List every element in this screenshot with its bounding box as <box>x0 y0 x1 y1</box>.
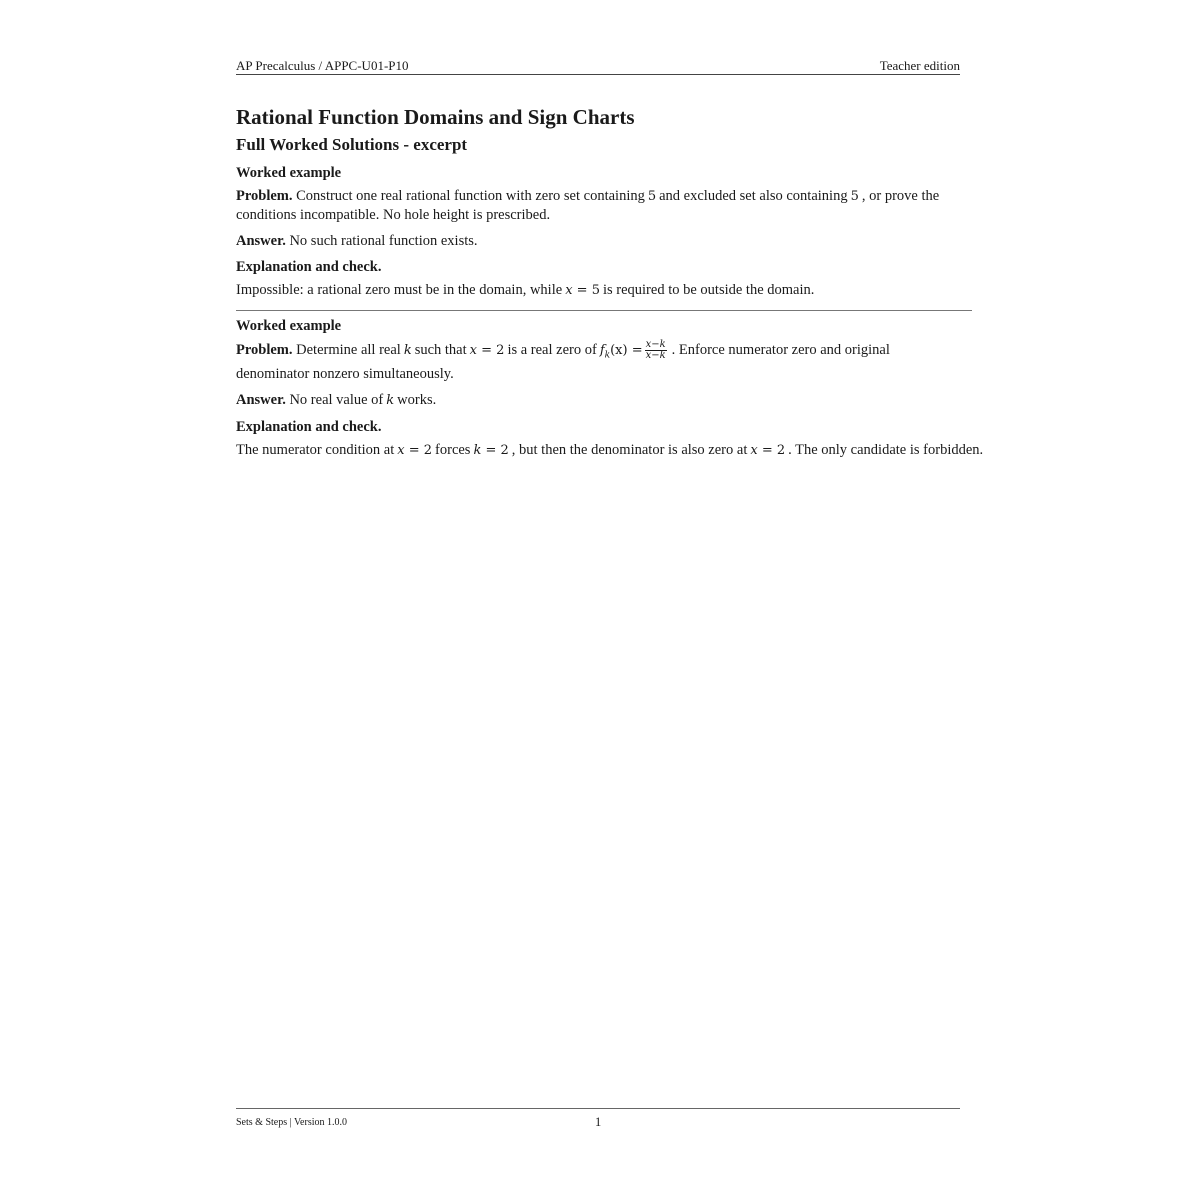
function-argument: (x) = <box>610 343 643 358</box>
explanation-fragment: The numerator condition at <box>236 441 395 458</box>
page-header <box>236 58 960 75</box>
problem-text: such that <box>414 342 467 358</box>
math-expression <box>747 443 788 458</box>
problem-text: . Enforce numerator zero and original denominator nonzero simultaneously. <box>236 342 890 382</box>
section-divider <box>236 310 972 311</box>
explanation-fragment: forces <box>435 441 471 458</box>
problem-statement <box>236 187 966 224</box>
function-name: f <box>599 343 605 358</box>
example-heading: Worked example <box>236 165 342 181</box>
math-rest: = 2 <box>481 343 505 358</box>
answer-text: No such rational function exists. <box>289 233 478 249</box>
math-variable: x <box>750 442 758 458</box>
explanation-text <box>236 281 966 300</box>
document-title: Rational Function Domains and Sign Charts <box>236 105 635 129</box>
footer-version: Sets & Steps | Version 1.0.0 <box>236 1117 347 1128</box>
problem-statement <box>236 340 966 383</box>
explanation-fragment: Impossible: a rational zero must be in the domain, while <box>236 282 563 298</box>
explanation-heading: Explanation and check. <box>236 259 382 275</box>
math-rest: = 5 <box>576 283 600 298</box>
math-expression <box>562 283 603 298</box>
answer-statement <box>236 391 966 410</box>
example-heading: Worked example <box>236 318 342 334</box>
problem-text: and excluded set also containing <box>659 188 848 204</box>
problem-text: Construct one real rational function with zero set containing <box>296 188 645 204</box>
page-footer <box>236 1108 960 1129</box>
answer-statement <box>236 232 966 250</box>
fraction-numerator: x−k <box>645 339 666 350</box>
math-rest: = 2 <box>408 442 433 458</box>
explanation-text <box>236 441 984 460</box>
course-code: AP Precalculus / APPC-U01-P10 <box>236 58 409 73</box>
math-expression <box>394 443 435 458</box>
math-variable: x <box>565 283 573 298</box>
edition-label: Teacher edition <box>879 58 960 73</box>
explanation-fragment: . The only candidate is forbidden. <box>788 441 984 458</box>
page-number: 1 <box>595 1115 602 1129</box>
explanation-fragment: is required to be outside the domain. <box>602 282 815 298</box>
worked-example-1 <box>236 164 966 300</box>
problem-label: Problem. <box>236 188 293 204</box>
document-subtitle: Full Worked Solutions - excerpt <box>236 135 468 154</box>
math-variable: x <box>469 343 477 358</box>
math-variable: k <box>403 343 412 358</box>
answer-text: No real value of <box>289 391 384 408</box>
document-body <box>236 100 984 468</box>
explanation-fragment: , but then the denominator is also zero at <box>511 441 748 458</box>
math-rest: = 2 <box>761 442 786 458</box>
fraction-denominator: x−k <box>645 350 666 361</box>
answer-text: works. <box>397 391 437 408</box>
problem-text: Determine all real <box>296 342 401 358</box>
problem-label: Problem. <box>236 342 293 358</box>
fraction <box>645 340 667 361</box>
explanation-heading: Explanation and check. <box>236 418 382 435</box>
math-expression <box>467 343 508 358</box>
function-expression <box>597 339 672 361</box>
answer-label: Answer. <box>236 391 286 408</box>
math-variable: k <box>473 442 482 458</box>
math-value: 5 <box>850 189 859 204</box>
math-variable: k <box>386 392 395 408</box>
math-value: 5 <box>647 189 657 204</box>
answer-label: Answer. <box>236 233 286 249</box>
math-variable: x <box>397 442 405 458</box>
math-expression <box>470 443 511 458</box>
function-subscript: k <box>604 350 611 361</box>
problem-text: , or prove the conditions incompatible. No hole height is prescribed. <box>236 188 940 223</box>
worked-example-2 <box>236 317 984 460</box>
problem-text: is a real zero of <box>507 342 597 358</box>
math-rest: = 2 <box>485 442 509 458</box>
